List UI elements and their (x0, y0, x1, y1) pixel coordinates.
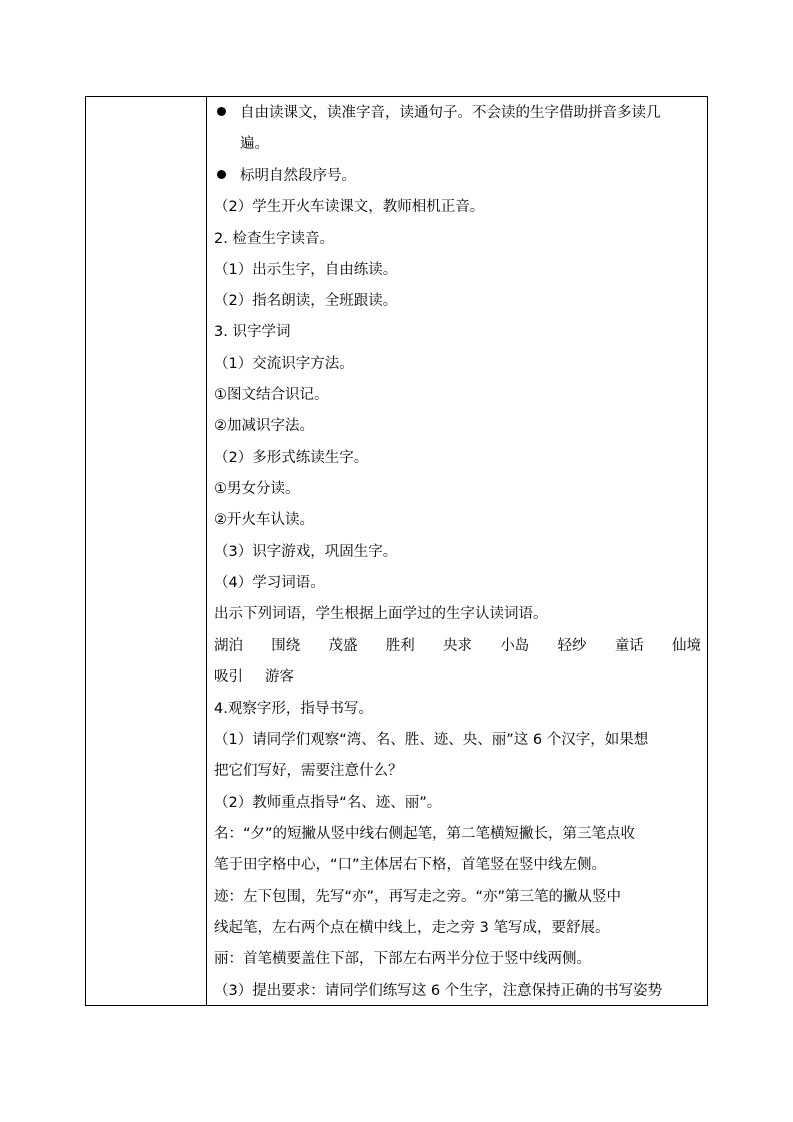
text-line: ②开火车认读。 (214, 512, 314, 528)
bullet-item-1: 自由读课文，读准字音，读通句子。不会读的生字借助拼音多读几 (214, 103, 701, 125)
text-line: ①男女分读。 (214, 481, 300, 497)
bullet-item-1-continued: 遍。 (240, 136, 269, 152)
section-heading: 3. 识字学词 (214, 324, 291, 340)
bullet-item-2: 标明自然段序号。 (214, 166, 701, 188)
word-item: 小岛 (500, 638, 530, 654)
bullet-icon (217, 170, 226, 179)
lesson-table (85, 96, 708, 1006)
text-line: （3）提出要求：请同学们练写这 6 个生字，注意保持正确的书写姿势 (214, 983, 663, 999)
text-line: （2）多形式练读生字。 (214, 450, 369, 466)
text-line: 迹：左下包围，先写“亦”，再写走之旁。“亦”第三笔的撇从竖中 (214, 889, 622, 905)
word-list-row-1 (214, 636, 701, 658)
text-line: （4）学习词语。 (214, 575, 325, 591)
left-column-cell (86, 97, 207, 1005)
text-line: （3）识字游戏，巩固生字。 (214, 544, 398, 560)
text-line: 丽：首笔横要盖住下部，下部左右两半分位于竖中线两侧。 (214, 951, 591, 967)
text-line: ②加减识字法。 (214, 418, 314, 434)
text-line: 出示下列词语，学生根据上面学过的生字认读词语。 (214, 606, 548, 622)
text-line: （1）交流识字方法。 (214, 356, 354, 372)
section-heading: 4.观察字形，指导书写。 (214, 701, 373, 717)
text-line: 笔于田字格中心，“口”主体居右下格，首笔竖在竖中线左侧。 (214, 857, 607, 873)
bullet-icon (217, 107, 226, 116)
text-line: （2）指名朗读，全班跟读。 (214, 293, 398, 309)
word-item: 仙境 (672, 638, 701, 654)
word-item: 央求 (443, 638, 472, 654)
right-column-cell (207, 97, 707, 1005)
word-item: 围绕 (271, 638, 301, 654)
text-line: （2）教师重点指导“名、迹、丽”。 (214, 795, 442, 811)
word-item: 轻纱 (557, 638, 587, 654)
text-line: 线起笔，左右两个点在横中线上，走之旁 3 笔写成，要舒展。 (214, 920, 610, 936)
word-item: 游客 (265, 669, 294, 685)
word-item: 吸引 (214, 669, 243, 685)
text-line: ①图文结合识记。 (214, 387, 329, 403)
text-line: （2）学生开火车读课文，教师相机正音。 (214, 199, 485, 215)
word-list-row-2 (214, 667, 701, 689)
section-heading: 2. 检查生字读音。 (214, 231, 334, 247)
text-line: 名：“夕”的短撇从竖中线右侧起笔，第二笔横短撇长，第三笔点收 (214, 826, 636, 842)
word-item: 茂盛 (328, 638, 358, 654)
word-item: 胜利 (385, 638, 415, 654)
word-item: 童话 (614, 638, 644, 654)
word-item: 湖泊 (214, 638, 243, 654)
text-line: 把它们写好，需要注意什么？ (214, 763, 403, 779)
text-line: （1）出示生字，自由练读。 (214, 262, 398, 278)
text-line: （1）请同学们观察“湾、名、胜、迹、央、丽”这 6 个汉字，如果想 (214, 732, 649, 748)
